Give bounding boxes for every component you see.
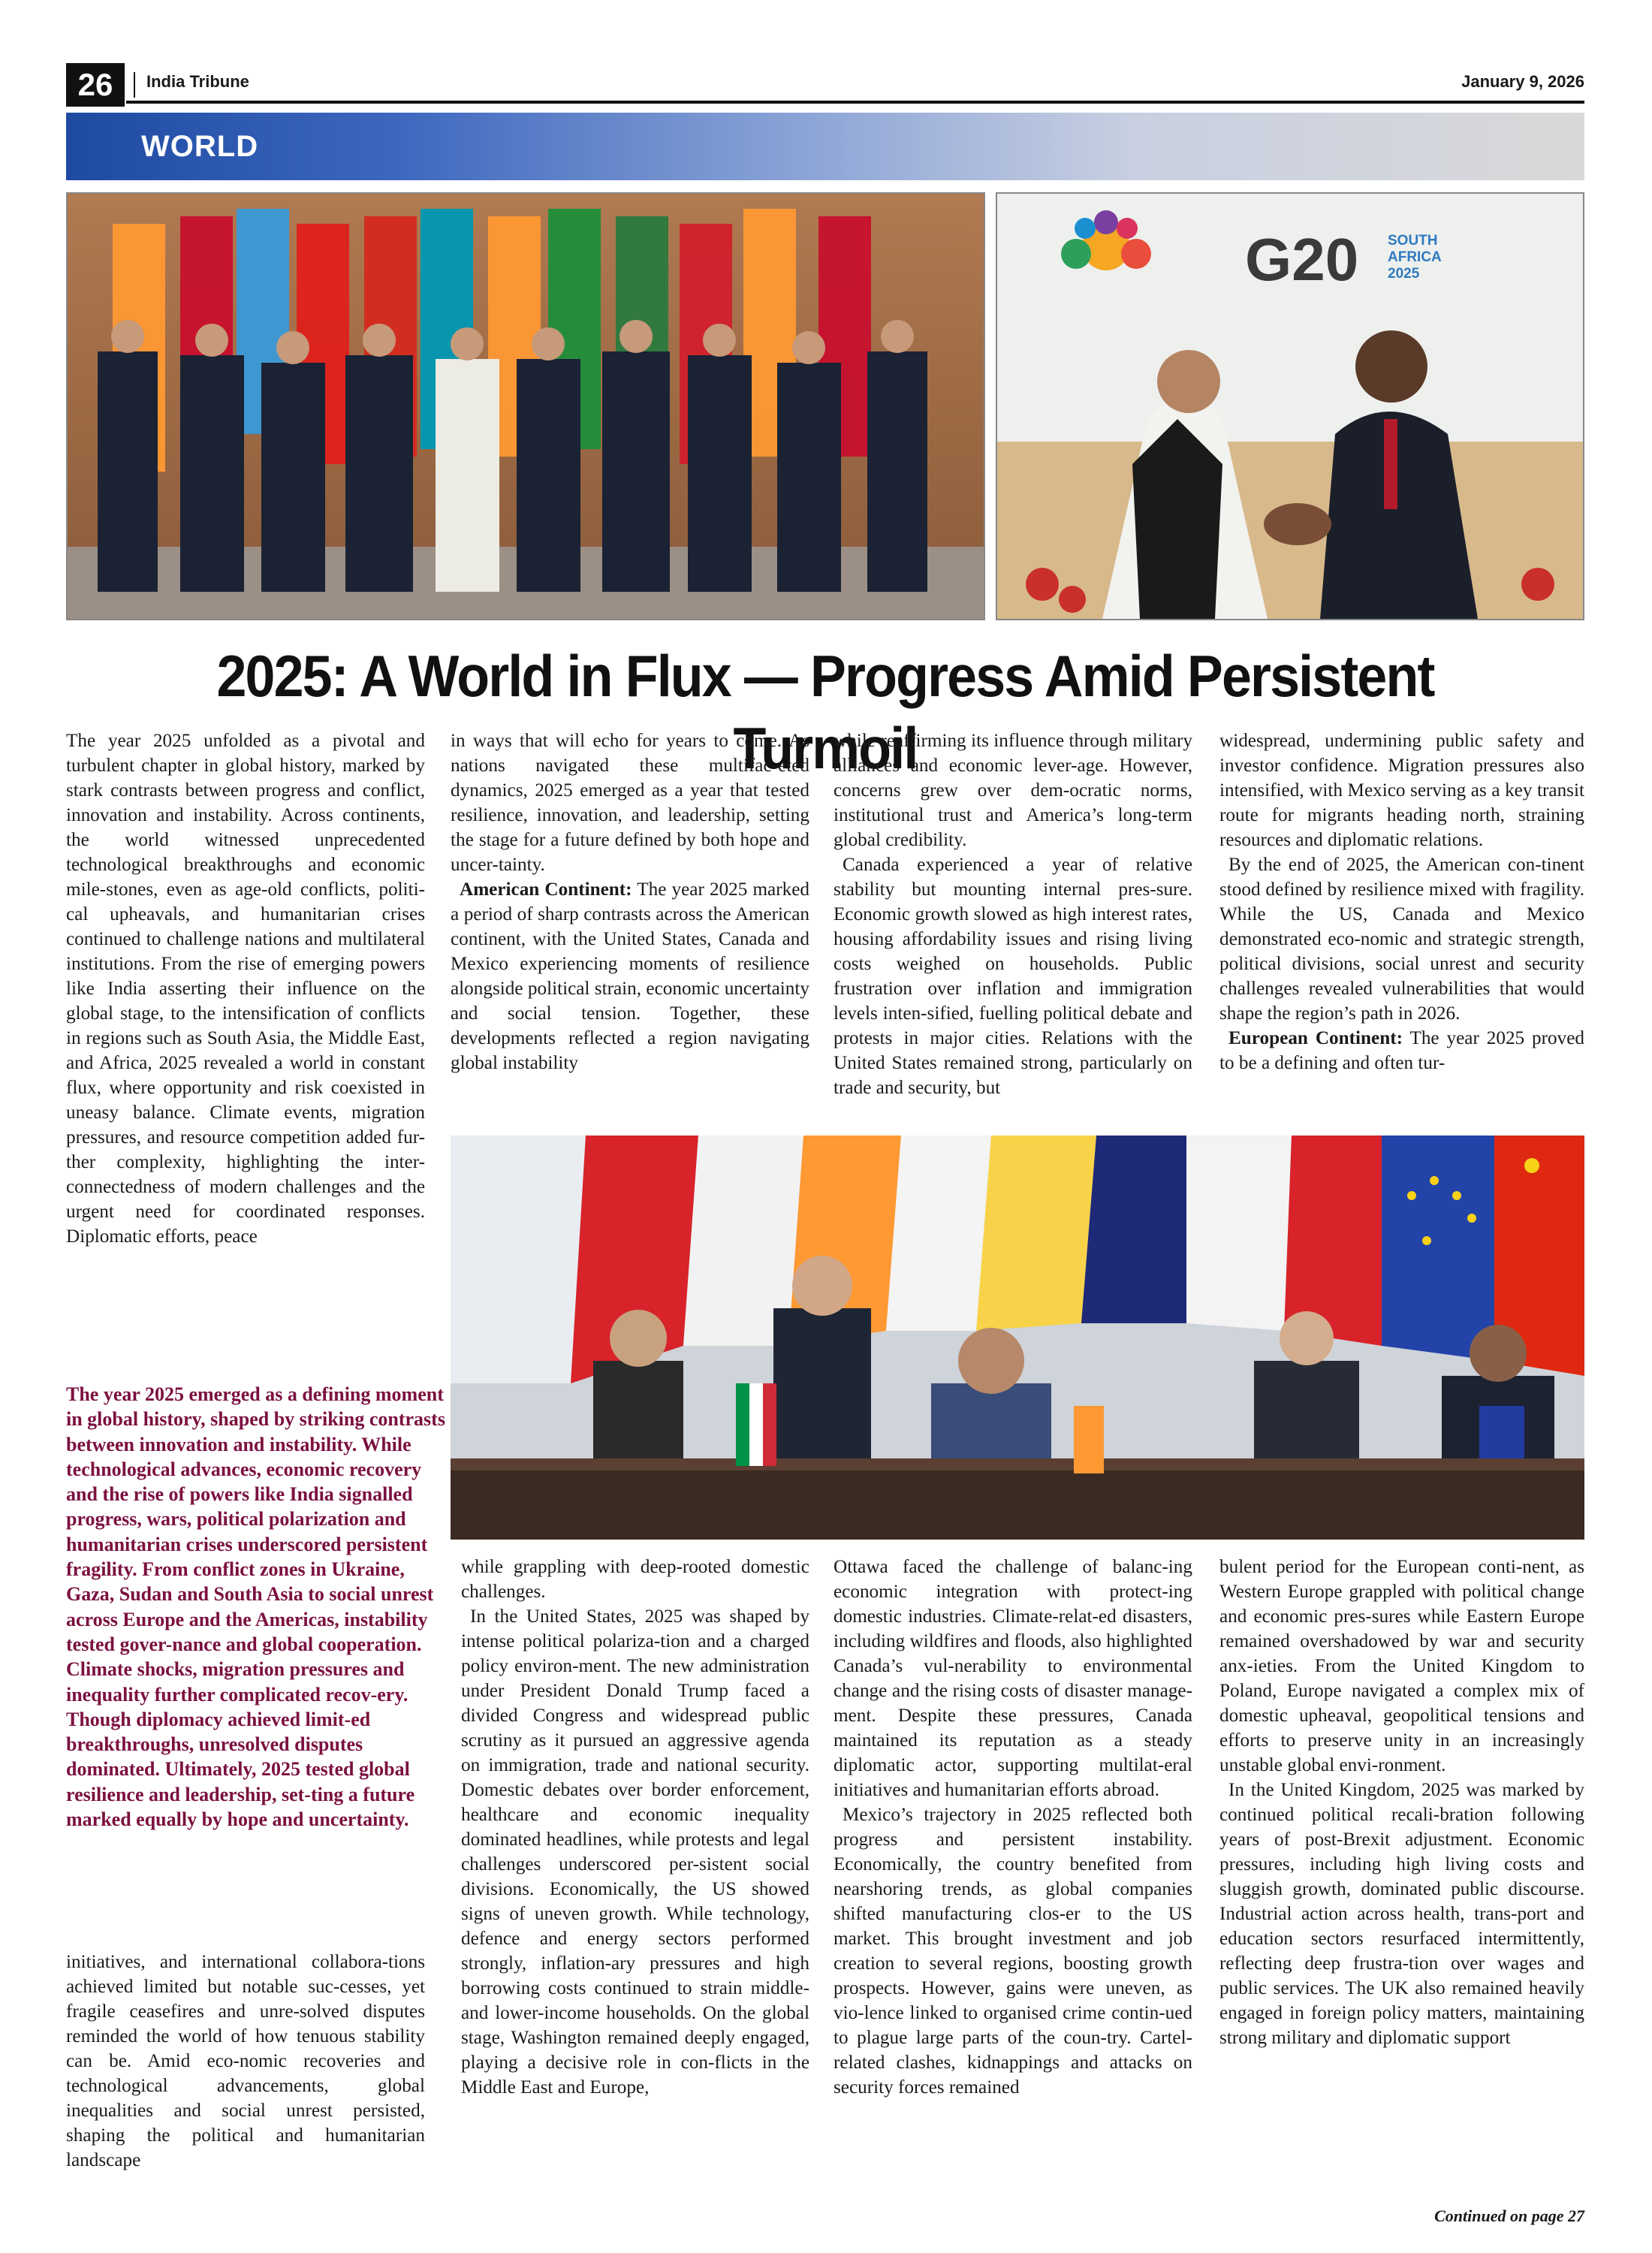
- header-divider: [134, 72, 135, 98]
- page-number: 26: [66, 63, 125, 107]
- g20-logo-sub: SOUTH AFRICA 2025: [1388, 233, 1442, 282]
- header-rule: [126, 101, 1584, 104]
- article-col4-bottom: bulent period for the European conti-nent, as Western Europe grappled with political change and economic pres-sures while Eastern Europe remained overshadowed by war and security anx-ieties. From the United Kingdom to Poland, Europe navigated a complex mix of domestic upheaval, geopolitical tensions and efforts to preserve unity in an increasingly unstable global envi-ronment. In the United Kingdom, 2025 was marked by continued political recali-bration following years of post-Brexit adjustment. Economic pressures, including high living costs and sluggish growth, dominated public discourse. Industrial action across health, trans-port and education sectors resurfaced intermittently, reflecting deep frustra-tion over wages and public services. The UK also remained heavily engaged in foreign policy matters, maintaining strong military and diplomatic support: [1219, 1557, 1584, 2048]
- section-label: WORLD: [141, 130, 259, 163]
- paper-name: India Tribune: [146, 72, 249, 91]
- article-col1-top: The year 2025 unfolded as a pivotal and turbulent chapter in global history, marked by stark contrasts between progress and conflict, innovation and instability. Across continents, the world witnessed unprecedented technological breakthroughs and economic mile-stones, even as age-old conflicts, politi-cal upheavals, and humanitarian crises continued to challenge nations and multilateral institutions. From the rise of emerging powers like India asserting their influence on the global stage, to the intensification of conflicts in regions such as South Asia, the Middle East, and Africa, 2025 revealed a world in constant flux, where opportunity and risk coexisted in uneasy balance. Climate events, migration pressures, and resource competition added fur-ther complexity, highlighting the inter-connectedness of modern challenges and the urgent need for coordinated responses. Diplomatic efforts, peace: [66, 731, 425, 1247]
- g20-logo-text: G20: [1245, 226, 1359, 293]
- article-col2-top: in ways that will echo for years to come. As nations navigated these multifac-eted dynamics, 2025 emerged as a year that tested resilience, innovation, and leadership, setting the stage for a future defined by both hope and uncer-tainty. American Continent: The year 2025 marked a period of sharp contrasts across the American continent, with the United States, Canada and Mexico experiencing moments of resilience alongside political strain, economic uncertainty and social tension. Together, these developments reflected a region navigating global instability: [451, 731, 809, 1073]
- article-col4-top: widespread, undermining public safety and investor confidence. Migration pressures also intensified, with Mexico serving as a key transit route for migrants heading north, straining resources and diplomatic relations. By the end of 2025, the American con-tinent stood defined by resilience mixed with fragility. While the US, Canada and Mexico demonstrated eco-nomic and strategic strength, political divisions, social unrest and security challenges revealed vulnerabilities that would shape the region’s path in 2026. European Continent: The year 2025 proved to be a defining and often tur-: [1219, 731, 1584, 1073]
- g20-handshake-photo: [996, 192, 1584, 620]
- article-col3-top: while reaffirming its influence through military alliances and economic lever-age. However, concerns grew over dem-ocratic norms, institutional trust and America’s long-term global credibility. Canada experienced a year of relative stability but mounting internal pres-sure. Economic growth slowed as high interest rates, housing affordability issues and rising living costs weighed on households. Public frustration over inflation and immigration levels inten-sified, fuelling political debate and protests in major cities. Relations with the United States remained strong, particularly on trade and security, but: [834, 731, 1192, 1098]
- pull-quote: The year 2025 emerged as a defining moment in global history, shaped by striking contrasts between innovation and instability. While technological advances, economic recovery and the rise of powers like India signalled progress, wars, political polarization and humanitarian crises underscored persistent fragility. From conflict zones in Ukraine, Gaza, Sudan and South Asia to social unrest across Europe and the Americas, instability tested gover-nance and global cooperation. Climate shocks, migration pressures and inequality further complicated recov-ery. Though diplomacy achieved limit-ed breakthroughs, unresolved disputes dominated. Ultimately, 2025 tested global resilience and leadership, set-ting a future marked equally by hope and uncertainty.: [66, 1383, 445, 1831]
- section-banner: [66, 113, 1584, 180]
- leaders-group-photo: [66, 192, 985, 620]
- headline: 2025: A World in Flux — Progress Amid Persistent Turmoil: [216, 643, 1434, 781]
- article-col2-bottom: while grappling with deep-rooted domestic challenges. In the United States, 2025 was shaped by intense political polariza-tion and a charged policy environ-ment. The new administration under President Donald Trump faced a divided Congress and widespread public scrutiny as it pursued an aggressive agenda on immigration, trade and national security. Domestic debates over border enforcement, healthcare and economic inequality dominated headlines, while protests and legal challenges underscored per-sistent social divisions. Economically, the US showed signs of uneven growth. While technology, defence and energy sectors performed strongly, inflation-ary pressures and high borrowing costs continued to strain middle- and lower-income households. On the global stage, Washington remained deeply engaged, playing a decisive role in con-flicts in the Middle East and Europe,: [461, 1557, 809, 2098]
- article-col3-bottom: Ottawa faced the challenge of balanc-ing economic integration with protect-ing domestic industries. Climate-relat-ed disasters, including wildfires and floods, also highlighted Canada’s vul-nerability to environmental change and the rising costs of disaster manage-ment. Despite these pressures, Canada maintained its reputation as a steady diplomatic actor, supporting multilat-eral initiatives and humanitarian efforts abroad. Mexico’s trajectory in 2025 reflected both progress and persistent instability. Economically, the country benefited from nearshoring trends, as global companies shifted manufacturing clos-er to the US market. This brought investment and job creation to several regions, boosting growth prospects. However, gains were uneven, as vio-lence linked to organised crime contin-ued to plague large parts of the coun-try. Cartel-related clashes, kidnappings and attacks on security forces remained: [834, 1557, 1192, 2098]
- continued-note: Continued on page 27: [1434, 2206, 1584, 2225]
- issue-date: January 9, 2026: [1461, 72, 1584, 91]
- article-col1-bottom: initiatives, and international collabora-tions achieved limited but notable suc-cesses, yet fragile ceasefires and unre-solved disputes reminded the world of how tenuous stability can be. Amid eco-nomic recoveries and technological advancements, global inequalities and social unrest persisted, shaping the political and humanitarian landscape: [66, 1952, 425, 2170]
- summit-table-photo: [451, 1136, 1584, 1540]
